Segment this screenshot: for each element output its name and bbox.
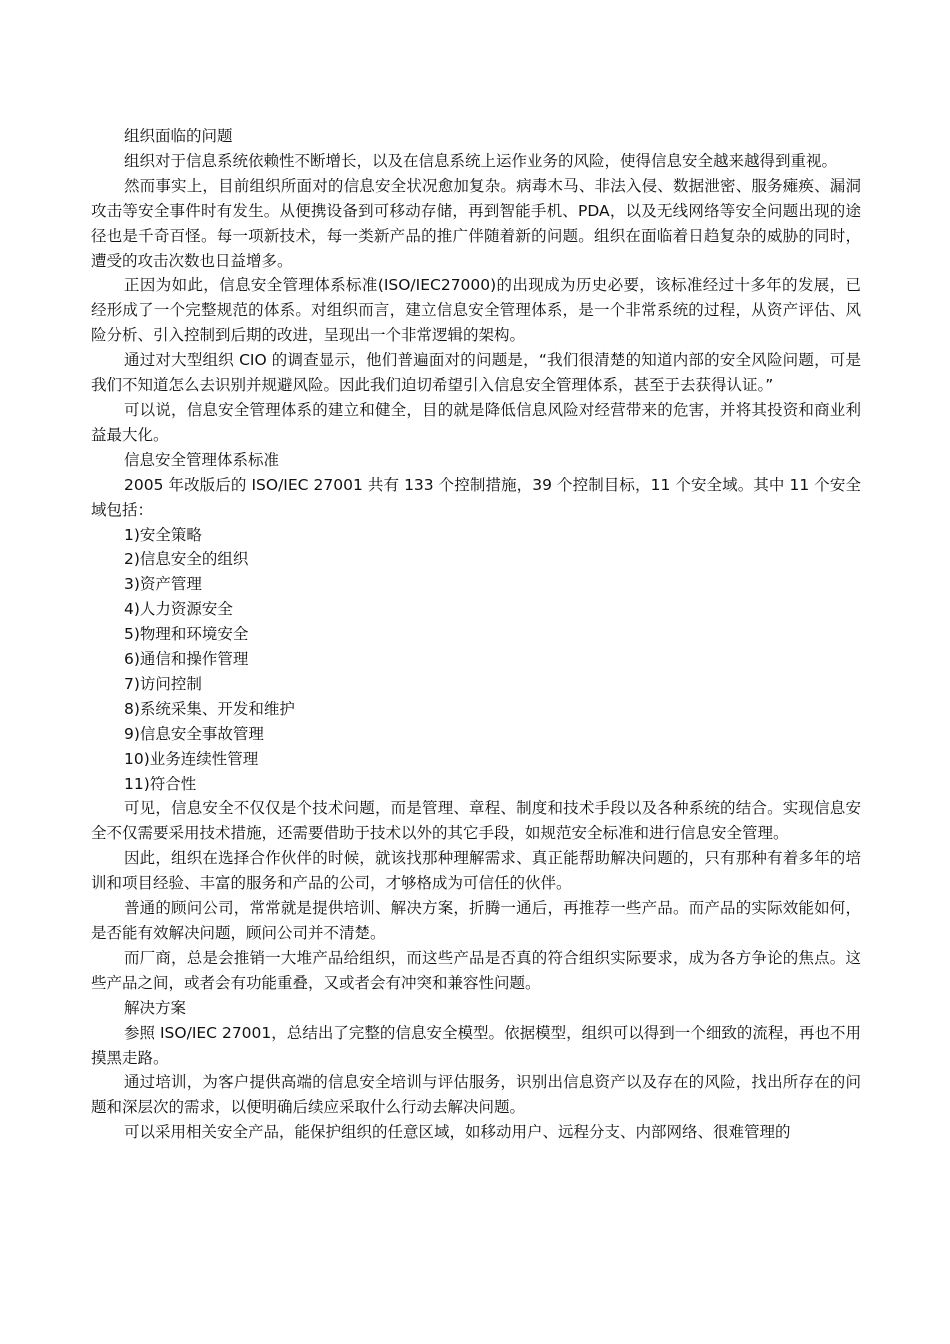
- section-heading-problems: 组织面临的问题: [124, 127, 233, 145]
- paragraph: 可见，信息安全不仅仅是个技术问题，而是管理、章程、制度和技术手段以及各种系统的结合。实现信息安全不仅需要采用技术措施，还需要借助于技术以外的其它手段，如规范安全标准和进行信息安全管理。: [91, 799, 861, 843]
- domain-list-item: 8)系统采集、开发和维护: [124, 699, 295, 718]
- paragraph: 可以说，信息安全管理体系的建立和健全，目的就是降低信息风险对经营带来的危害，并将其投资和商业利益最大化。: [91, 400, 861, 444]
- domain-list-item: 3)资产管理: [124, 575, 202, 594]
- domain-list-item: 1)安全策略: [124, 525, 202, 544]
- paragraph: 2005 年改版后的 ISO/IEC 27001 共有 133 个控制措施，39 个控制目标，11 个安全域。其中 11 个安全域包括：: [91, 475, 861, 519]
- document-body: [91, 124, 861, 1145]
- domain-list-item: 6)通信和操作管理: [124, 650, 249, 669]
- paragraph: 因此，组织在选择合作伙伴的时候，就该找那种理解需求、真正能帮助解决问题的，只有那种有着多年的培训和项目经验、丰富的服务和产品的公司，才够格成为可信任的伙伴。: [91, 849, 861, 893]
- domain-list-item: 5)物理和环境安全: [124, 625, 249, 644]
- paragraph: 而厂商，总是会推销一大堆产品给组织，而这些产品是否真的符合组织实际要求，成为各方争论的焦点。这些产品之间，或者会有功能重叠，又或者会有冲突和兼容性问题。: [91, 948, 861, 992]
- paragraph: 普通的顾问公司，常常就是提供培训、解决方案，折腾一通后，再推荐一些产品。而产品的实际效能如何，是否能有效解决问题，顾问公司并不清楚。: [91, 899, 861, 942]
- paragraph: 组织对于信息系统依赖性不断增长，以及在信息系统上运作业务的风险，使得信息安全越来越得到重视。: [124, 151, 838, 170]
- domain-list-item: 4)人力资源安全: [124, 600, 233, 619]
- paragraph: 参照 ISO/IEC 27001，总结出了完整的信息安全模型。依据模型，组织可以得到一个细致的流程，再也不用摸黑走路。: [91, 1023, 861, 1067]
- domain-list-item: 2)信息安全的组织: [124, 550, 249, 569]
- domain-list-item: 11)符合性: [124, 774, 197, 793]
- paragraph: 可以采用相关安全产品，能保护组织的任意区域，如移动用户、远程分支、内部网络、很难管理的: [124, 1123, 791, 1142]
- domain-list-item: 10)业务连续性管理: [124, 749, 259, 768]
- domain-list-item: 7)访问控制: [124, 674, 202, 693]
- paragraph: 通过对大型组织 CIO 的调查显示，他们普遍面对的问题是，“我们很清楚的知道内部的安全风险问题，可是我们不知道怎么去识别并规避风险。因此我们迫切希望引入信息安全管理体系，甚至于去获得认证。”: [91, 351, 861, 395]
- paragraph: 通过培训，为客户提供高端的信息安全培训与评估服务，识别出信息资产以及存在的风险，找出所存在的问题和深层次的需求，以便明确后续应采取什么行动去解决问题。: [91, 1073, 861, 1117]
- domain-list-item: 9)信息安全事故管理: [124, 724, 264, 743]
- paragraph: 然而事实上，目前组织所面对的信息安全状况愈加复杂。病毒木马、非法入侵、数据泄密、服务瘫痪、漏洞攻击等安全事件时有发生。从便携设备到可移动存储，再到智能手机、PDA，以及无线网络等安全问题出现的途径也是千奇百怪。每一项新技术，每一类新产品的推广伴随着新的问题。组织在面临着日趋复杂的威胁的同时，遭受的攻击次数也日益增多。: [91, 176, 861, 270]
- paragraph: 正因为如此，信息安全管理体系标准(ISO/IEC27000)的出现成为历史必要，该标准经过十多年的发展，已经形成了一个完整规范的体系。对组织而言，建立信息安全管理体系，是一个非常系统的过程，从资产评估、风险分析、引入控制到后期的改进，呈现出一个非常逻辑的架构。: [91, 276, 861, 345]
- section-heading-standard: 信息安全管理体系标准: [124, 450, 280, 469]
- section-heading-solution: 解决方案: [124, 998, 187, 1017]
